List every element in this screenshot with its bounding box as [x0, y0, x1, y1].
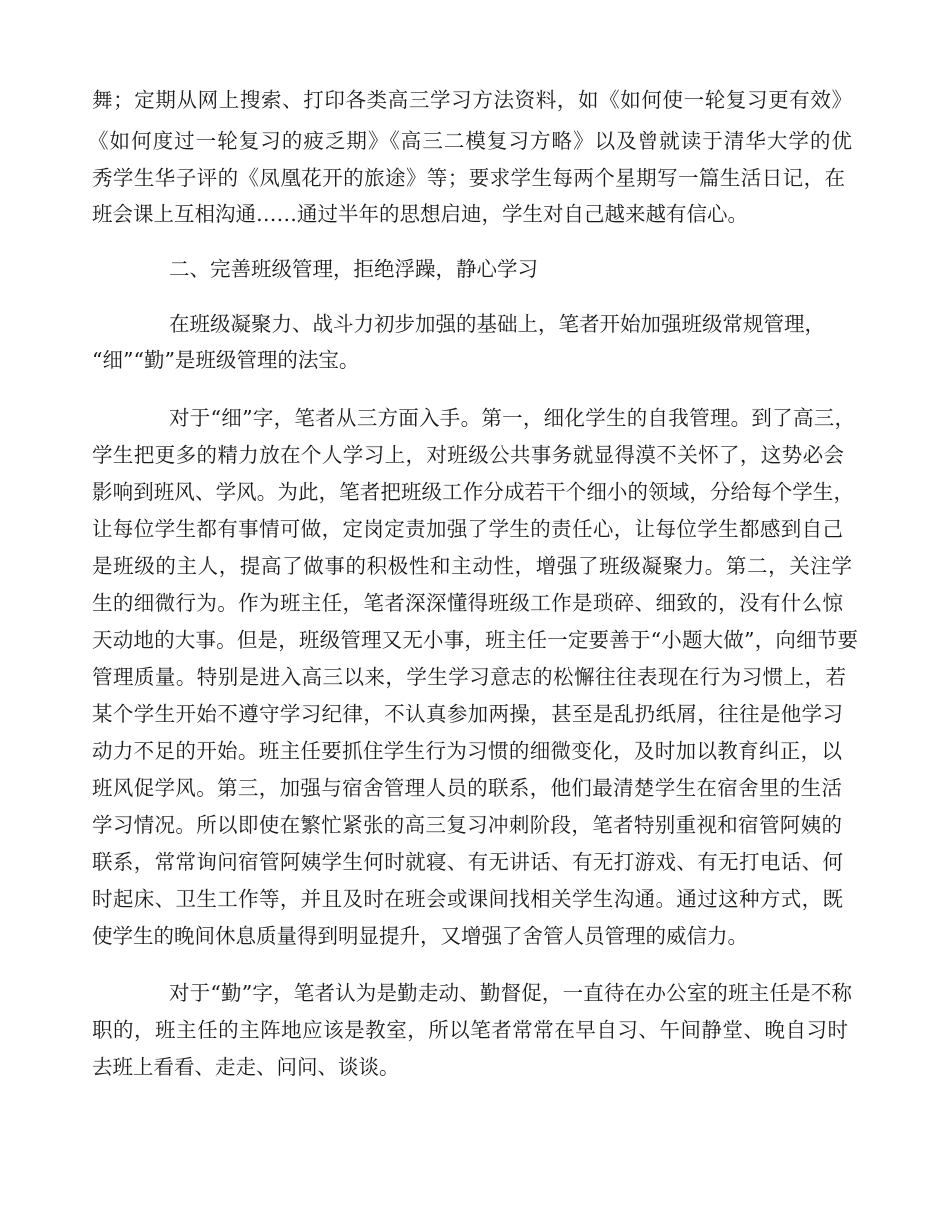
- paragraph-3-line-1: 对于“细”字，笔者从三方面入手。第一，细化学生的自我管理。到了高三，: [169, 406, 855, 430]
- paragraph-1-line-3: 秀学生华子评的《凤凰花开的旅途》等；要求学生每两个星期写一篇生活日记，在: [92, 166, 845, 190]
- paragraph-3-line-7: 天动地的大事。但是，班级管理又无小事，班主任一定要善于“小题大做”，向细节要: [92, 628, 858, 652]
- paragraph-3-line-4: 让每位学生都有事情可做，定岗定责加强了学生的责任心，让每位学生都感到自己: [92, 517, 843, 541]
- paragraph-2-line-1: 在班级凝聚力、战斗力初步加强的基础上，笔者开始加强班级常规管理，: [169, 312, 825, 336]
- paragraph-3-line-14: 时起床、卫生工作等，并且及时在班会或课间找相关学生沟通。通过这种方式，既: [92, 887, 843, 911]
- paragraph-3-line-9: 某个学生开始不遵守学习纪律，不认真参加两操，甚至是乱扔纸屑，往往是他学习: [92, 702, 843, 726]
- paragraph-3-line-10: 动力不足的开始。班主任要抓住学生行为习惯的细微变化，及时加以教育纠正，以: [92, 739, 842, 763]
- paragraph-2-line-2: “细”“勤”是班级管理的法宝。: [92, 348, 360, 372]
- paragraph-1-line-2: 《如何度过一轮复习的疲乏期》《高三二模复习方略》以及曾就读于清华大学的优: [88, 129, 852, 153]
- section-heading-2: 二、完善班级管理，拒绝浮躁，静心学习: [169, 257, 538, 281]
- paragraph-3-line-12: 学习情况。所以即使在繁忙紧张的高三复习冲刺阶段，笔者特别重视和宿管阿姨的: [92, 813, 842, 837]
- paragraph-3-line-3: 影响到班风、学风。为此，笔者把班级工作分成若干个细小的领域，分给每个学生，: [92, 480, 854, 504]
- paragraph-1-line-1: 舞；定期从网上搜索、打印各类高三学习方法资料，如《如何使一轮复习更有效》: [92, 88, 852, 112]
- paragraph-1-line-4: 班会课上互相沟通……通过半年的思想启迪，学生对自己越来越有信心。: [92, 202, 748, 226]
- paragraph-3-line-6: 生的细微行为。作为班主任，笔者深深懂得班级工作是琐碎、细致的，没有什么惊: [92, 591, 843, 615]
- paragraph-3-line-11: 班风促学风。第三，加强与宿舍管理人员的联系，他们最清楚学生在宿舍里的生活: [92, 776, 842, 800]
- paragraph-3-line-5: 是班级的主人，提高了做事的积极性和主动性，增强了班级凝聚力。第二，关注学: [92, 554, 852, 578]
- paragraph-4-line-2: 职的，班主任的主阵地应该是教室，所以笔者常常在早自习、午间静堂、晚自习时: [92, 1018, 848, 1042]
- paragraph-3-line-15: 使学生的晚间休息质量得到明显提升，又增强了舍管人员管理的威信力。: [92, 924, 748, 948]
- paragraph-4-line-3: 去班上看看、走走、问问、谈谈。: [92, 1055, 400, 1079]
- paragraph-3-line-13: 联系，常常询问宿管阿姨学生何时就寝、有无讲话、有无打游戏、有无打电话、何: [92, 850, 843, 874]
- paragraph-4-line-1: 对于“勤”字，笔者认为是勤走动、勤督促，一直待在办公室的班主任是不称: [169, 981, 852, 1005]
- paragraph-3-line-8: 管理质量。特别是进入高三以来，学生学习意志的松懈往往表现在行为习惯上，若: [92, 665, 846, 689]
- paragraph-3-line-2: 学生把更多的精力放在个人学习上，对班级公共事务就显得漠不关怀了，这势必会: [92, 443, 844, 467]
